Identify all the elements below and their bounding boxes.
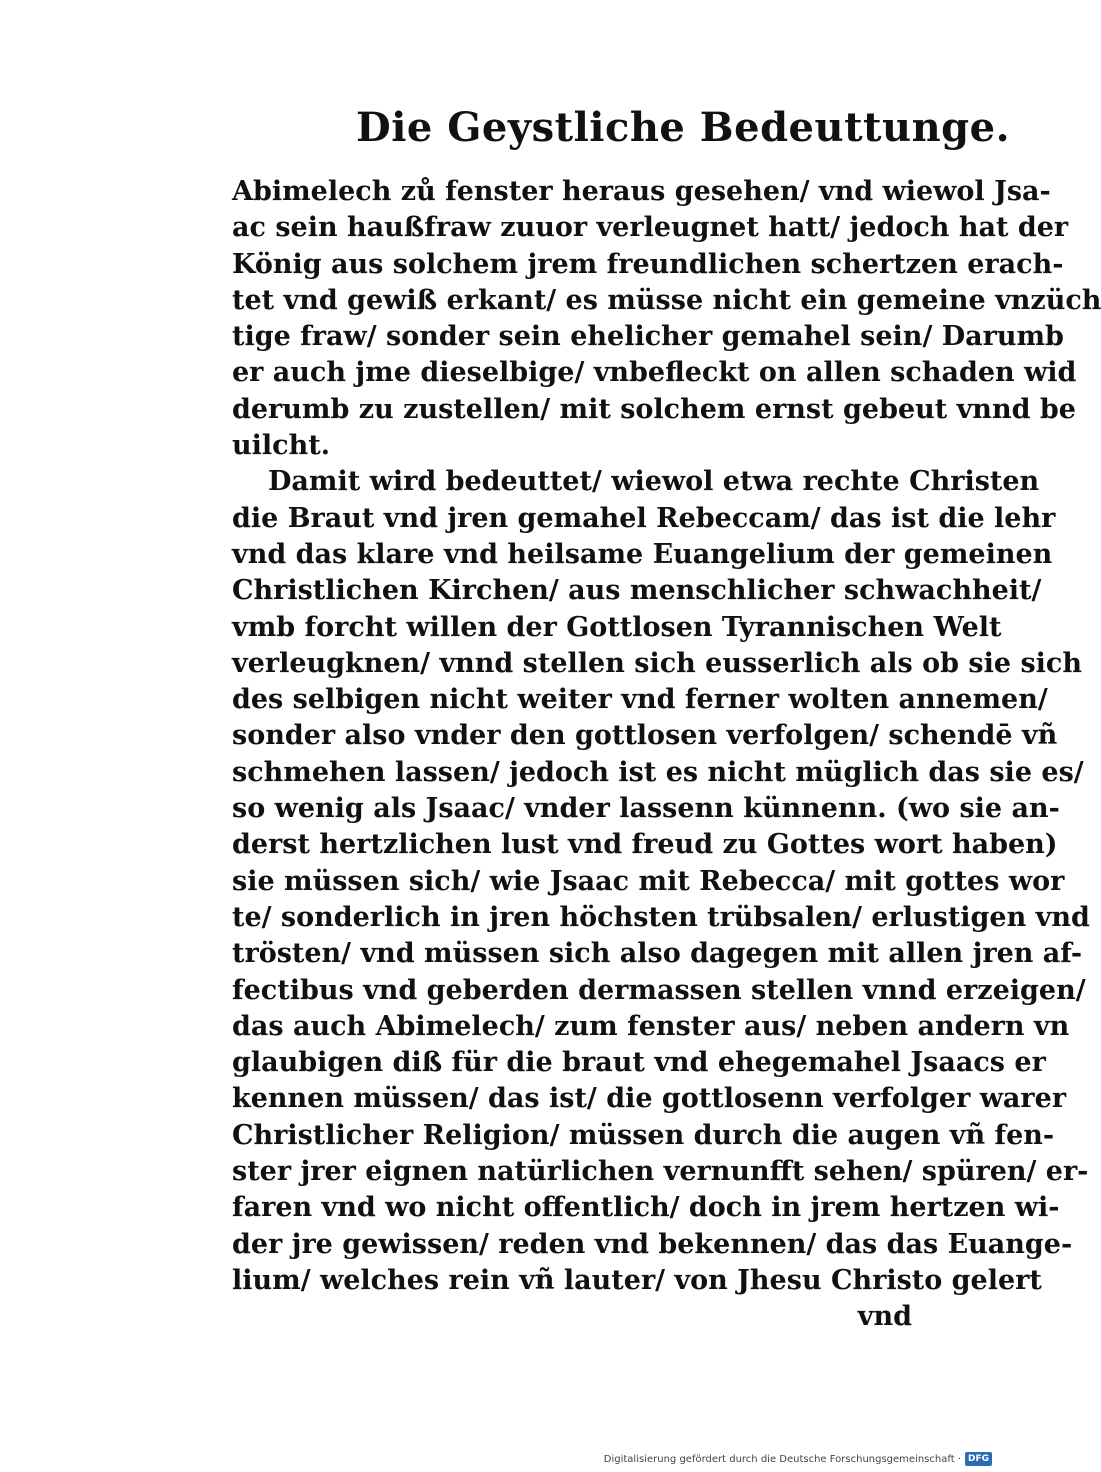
- text-line: ster jrer eignen natürlichen vernunfft sehen/ spüren/ er-: [232, 1156, 1089, 1188]
- text-line: Christlicher Religion/ müssen durch die augen vñ fen-: [232, 1119, 1055, 1151]
- catchword: vnd: [857, 1301, 912, 1333]
- text-line: kennen müssen/ das ist/ die gottlosenn verfolger warer: [232, 1083, 1067, 1115]
- text-line: Christlichen Kirchen/ aus menschlicher schwachheit/: [232, 575, 1042, 607]
- text-line: vnd das klare vnd heilsame Euangelium der gemeinen: [232, 538, 1053, 570]
- body-text: [232, 174, 1101, 1336]
- text-line: te/ sonderlich in jren höchsten trübsalen/ erlustigen vnd: [232, 901, 1090, 933]
- text-line: sie müssen sich/ wie Jsaac mit Rebecca/ mit gottes wor: [232, 865, 1065, 897]
- text-line: lium/ welches rein vñ lauter/ von Jhesu Christo gelert: [232, 1264, 1042, 1296]
- text-line: der jre gewissen/ reden vnd bekennen/ das das Euange-: [232, 1228, 1073, 1260]
- text-line: derumb zu zustellen/ mit solchem ernst gebeut vnnd be: [232, 393, 1076, 425]
- text-line: trösten/ vnd müssen sich also dagegen mit allen jren af-: [232, 938, 1083, 970]
- text-line: verleugknen/ vnnd stellen sich eusserlich als ob sie sich: [232, 647, 1082, 679]
- footer-text: Digitalisierung gefördert durch die Deutsche Forschungsgemeinschaft ·: [603, 1453, 961, 1465]
- funding-footer: [604, 1452, 992, 1466]
- text-line: des selbigen nicht weiter vnd ferner wolten annemen/: [232, 684, 1048, 716]
- running-head: Die Geystliche Bedeuttunge.: [356, 104, 1011, 151]
- text-line: so wenig als Jsaac/ vnder lassenn künnenn. (wo sie an-: [232, 793, 1060, 825]
- text-line: die Braut vnd jren gemahel Rebeccam/ das ist die lehr: [232, 502, 1056, 534]
- text-line: Abimelech zů fenster heraus gesehen/ vnd wiewol Jsa-: [232, 176, 1051, 207]
- text-line: sonder also vnder den gottlosen verfolgen/ schendē vñ: [232, 720, 1058, 752]
- text-line: König aus solchem jrem freundlichen schertzen erach-: [232, 248, 1064, 280]
- dfg-logo-icon: DFG: [965, 1452, 992, 1466]
- text-line: fectibus vnd geberden dermassen stellen vnnd erzeigen/: [232, 974, 1086, 1006]
- text-line: tet vnd gewiß erkant/ es müsse nicht ein gemeine vnzüch: [232, 284, 1101, 316]
- text-line: das auch Abimelech/ zum fenster aus/ neben andern vn: [232, 1010, 1070, 1042]
- text-line: tige fraw/ sonder sein ehelicher gemahel sein/ Darumb: [232, 321, 1064, 353]
- text-line: schmehen lassen/ jedoch ist es nicht müglich das sie es/: [232, 756, 1084, 788]
- text-line: glaubigen diß für die braut vnd ehegemahel Jsaacs er: [232, 1047, 1046, 1079]
- text-line: faren vnd wo nicht offentlich/ doch in jrem hertzen wi-: [232, 1192, 1060, 1224]
- text-line: ac sein haußfraw zuuor verleugnet hatt/ jedoch hat der: [232, 212, 1069, 244]
- text-line: er auch jme dieselbige/ vnbefleckt on allen schaden wid: [232, 357, 1077, 389]
- text-line: uilcht.: [232, 430, 331, 462]
- text-line: derst hertzlichen lust vnd freud zu Gottes wort haben): [232, 829, 1058, 861]
- text-line: Damit wird bedeuttet/ wiewol etwa rechte Christen: [268, 466, 1040, 498]
- text-line: vmb forcht willen der Gottlosen Tyrannischen Welt: [232, 611, 1002, 643]
